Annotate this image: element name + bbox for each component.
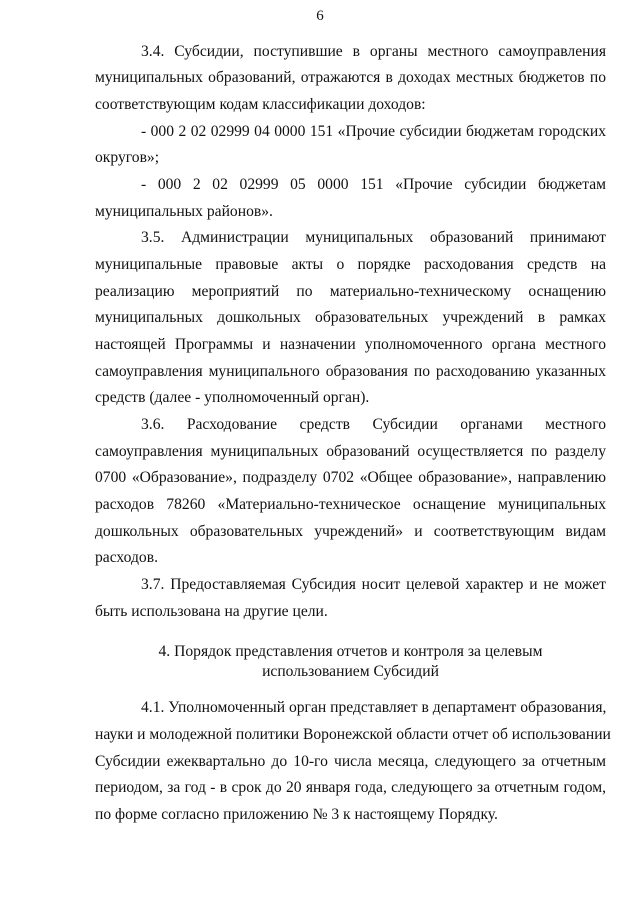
paragraph-4-1-line-1: 4.1. Уполномоченный орган представляет в департамент образования, [141, 699, 607, 716]
paragraph-4-1-line-2: науки и молодежной политики Воронежской области отчет об использовании [95, 726, 611, 743]
paragraph-4-1-line-4: периодом, за год - в срок до 20 января года, следующего за отчетным годом, [95, 779, 606, 796]
paragraph-3-5-line-2: муниципальные правовые акты о порядке расходования средств на [95, 256, 606, 273]
paragraph-3-6-line-5: дошкольных образовательных учреждений» и соответствующим видам [95, 523, 606, 540]
paragraph-3-6-line-6: расходов. [95, 549, 158, 566]
paragraph-3-5-line-3: реализацию мероприятий по материально-техническому оснащению [95, 283, 606, 300]
paragraph-3-7-line-2: быть использована на другие цели. [95, 603, 328, 620]
list-item-code-2-line-1: - 000 2 02 02999 05 0000 151 «Прочие субсидии бюджетам [141, 176, 606, 193]
section-4-heading-line-2: использованием Субсидий [262, 663, 439, 680]
paragraph-4-1-line-5: по форме согласно приложению № 3 к настоящему Порядку. [95, 806, 498, 823]
paragraph-3-5-line-5: настоящей Программы и назначении уполномоченного органа местного [95, 336, 606, 353]
paragraph-3-7-line-1: 3.7. Предоставляемая Субсидия носит целевой характер и не может [141, 576, 606, 593]
list-item-code-2-line-2: муниципальных районов». [95, 203, 273, 220]
list-item-code-1-line-1: - 000 2 02 02999 04 0000 151 «Прочие субсидии бюджетам городских [141, 123, 606, 140]
paragraph-3-5-line-6: самоуправления муниципального образования по расходованию указанных [95, 363, 606, 380]
paragraph-3-4-line-3: соответствующим кодам классификации доходов: [95, 96, 426, 113]
paragraph-4-1-line-3: Субсидии ежеквартально до 10-го числа месяца, следующего за отчетным [95, 753, 606, 770]
paragraph-3-6-line-4: расходов 78260 «Материально-техническое оснащение муниципальных [95, 496, 606, 513]
paragraph-3-4-line-1: 3.4. Субсидии, поступившие в органы местного самоуправления [141, 43, 606, 60]
list-item-code-1-line-2: округов»; [95, 149, 160, 166]
paragraph-3-4-line-2: муниципальных образований, отражаются в доходах местных бюджетов по [95, 69, 606, 86]
paragraph-3-6-line-2: самоуправления муниципальных образований осуществляется по разделу [95, 443, 606, 460]
paragraph-3-6-line-1: 3.6. Расходование средств Субсидии органами местного [141, 416, 606, 433]
paragraph-3-5-line-4: муниципальных дошкольных образовательных учреждений в рамках [95, 309, 606, 326]
section-4-heading-line-1: 4. Порядок представления отчетов и контроля за целевым [158, 643, 543, 660]
paragraph-3-6-line-3: 0700 «Образование», подразделу 0702 «Общее образование», направлению [95, 469, 606, 486]
page-number: 6 [316, 8, 324, 24]
paragraph-3-5-line-7: средств (далее - уполномоченный орган). [95, 389, 370, 406]
paragraph-3-5-line-1: 3.5. Администрации муниципальных образований принимают [141, 229, 606, 246]
